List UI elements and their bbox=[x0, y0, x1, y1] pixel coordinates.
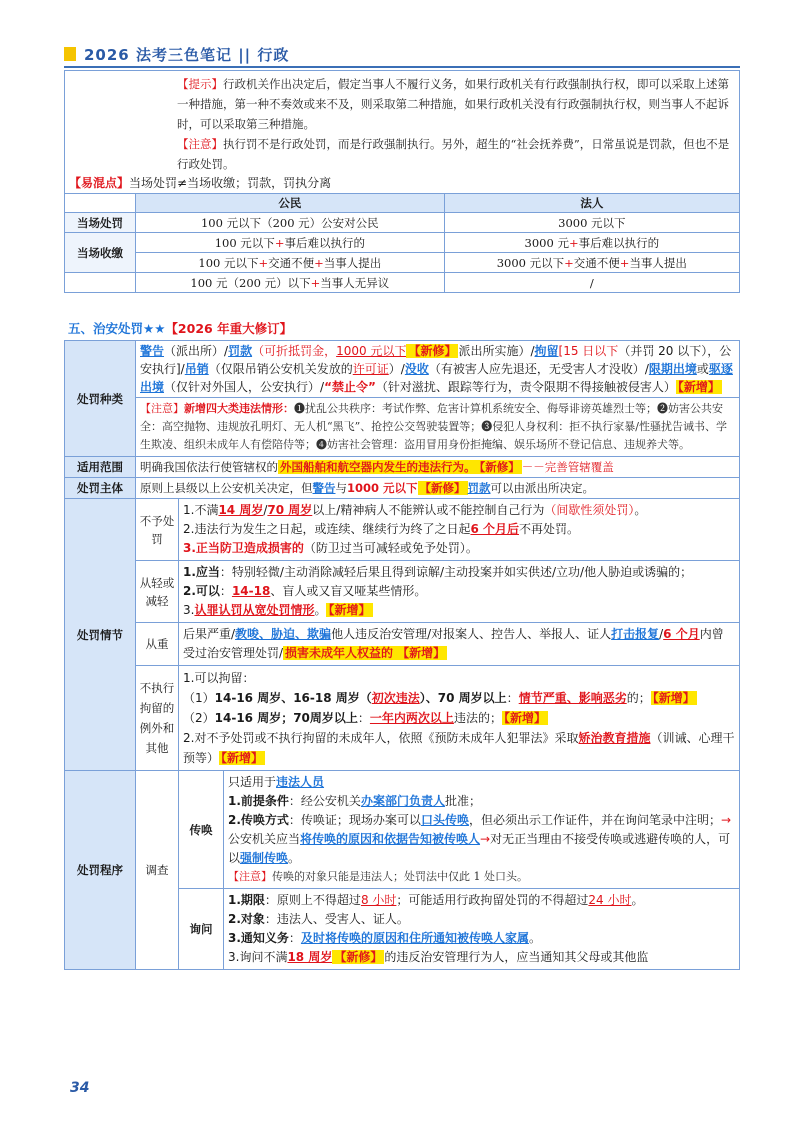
t-seg: －－完善管辖覆盖 bbox=[521, 460, 614, 474]
security-penalty-table bbox=[64, 340, 740, 970]
plus-sign: + bbox=[258, 255, 269, 270]
scope-label: 适用范围 bbox=[65, 457, 136, 478]
no-penalty-cell bbox=[179, 499, 740, 561]
new-rev-badge: 【新修】 bbox=[334, 950, 383, 964]
t-seg: ：特别轻微/主动消除减轻后果且得到谅解/主动投案并如实供述/立功/他人胁迫或诱骗的； bbox=[219, 565, 693, 579]
proc-label: 处罚程序 bbox=[65, 771, 136, 970]
t-seg: ：原则上不得超过 bbox=[264, 893, 361, 907]
cell: 3000 元以下 bbox=[444, 213, 739, 233]
t-seg: 1.期限 bbox=[228, 893, 265, 907]
subject-cell bbox=[136, 478, 740, 499]
t-seg: 24 小时 bbox=[588, 893, 632, 907]
summon-label: 传唤 bbox=[179, 771, 224, 889]
t-seg: （仅针对外国人，公安执行）/ bbox=[164, 380, 325, 394]
t-seg: （2） bbox=[183, 711, 215, 725]
t-seg: 14 周岁 bbox=[218, 503, 264, 517]
t-warning: 警告 bbox=[140, 344, 165, 358]
cell-text: 当事人提出 bbox=[323, 255, 382, 270]
t-seg: 打击报复 bbox=[611, 627, 660, 641]
t-seg: 3.询问不满 bbox=[228, 950, 288, 964]
new-rev-badge: 【新修】 bbox=[479, 460, 520, 474]
t-seg: ：传唤证；现场办案可以 bbox=[288, 813, 421, 827]
t-seg: （派出所）/ bbox=[164, 344, 229, 358]
arrow-icon: → bbox=[720, 813, 732, 827]
tip-text: 行政机关作出决定后，假定当事人不履行义务，如果行政机关有行政强制执行权，即可以采取上述第一种措施，第一种不奏效或来不及，则采取第二种措施，如果行政机关没有行政强制执行权，则当事人不起诉时，可以采取第三种措施。 bbox=[177, 77, 729, 131]
t-seg: ：违法人、受害人、证人。 bbox=[264, 912, 409, 926]
t-seg: 的违反治安管理行为人，应当通知其父母或其他监 bbox=[384, 950, 649, 964]
t-seg: ： bbox=[357, 711, 370, 725]
t-seg: ： bbox=[219, 584, 232, 598]
note-lead: 新增四大类违法情形： bbox=[184, 402, 294, 415]
cell-text: 事后难以执行的 bbox=[284, 235, 365, 250]
no2 bbox=[183, 520, 735, 539]
t-seg: 8 小时 bbox=[360, 893, 397, 907]
t-seg: （间歇性须处罚） bbox=[544, 503, 635, 517]
heavier-label: 从重 bbox=[136, 623, 179, 666]
note-text: 执行罚不是行政处罚，而是行政强制执行。另外，超生的“社会抚养费”，日常虽说是罚款，但也不是行政处罚。 bbox=[177, 137, 730, 171]
cell-text: 3000 元 bbox=[524, 235, 569, 250]
t-seg: 的； bbox=[626, 691, 651, 705]
e0: 1.可以拘留： bbox=[183, 671, 255, 685]
t-seg: 矫治教育措施 bbox=[578, 731, 651, 745]
t-seg: 派出所实施）/ bbox=[458, 344, 535, 358]
header-title: 2026 法考三色笔记 || 行政 bbox=[84, 46, 290, 64]
t-fine: 罚款 bbox=[228, 344, 253, 358]
t-seg: [15 日以下 bbox=[558, 344, 619, 358]
cell-text: 3000 元以下 bbox=[496, 255, 565, 270]
cell-text: 事后难以执行的 bbox=[578, 235, 660, 250]
cell-text: 100 元以下 bbox=[198, 255, 259, 270]
l3 bbox=[183, 601, 735, 620]
cell-text: 当事人提出 bbox=[629, 255, 687, 270]
tip-box bbox=[64, 70, 740, 174]
t-exit-deadline: 限期出境 bbox=[648, 362, 697, 376]
new-add-badge: 【新增】 bbox=[221, 751, 264, 765]
t-seg: 违法人员 bbox=[276, 775, 325, 789]
q4 bbox=[228, 948, 735, 967]
section5-title-text: 五、治安处罚★★ bbox=[68, 321, 166, 336]
t-seg: 只适用于 bbox=[228, 775, 277, 789]
plus-sign: + bbox=[619, 255, 630, 270]
types-text bbox=[136, 341, 739, 397]
col-citizen: 公民 bbox=[136, 194, 445, 213]
t-seg: 许可证 bbox=[352, 362, 389, 376]
note-paragraph bbox=[177, 134, 731, 174]
t-seg: 对无正当理由不接受传唤或逃避传唤的人，可以 bbox=[228, 832, 731, 865]
t-seg: （可折抵罚金， bbox=[252, 344, 337, 358]
note-tag: 【注意】 bbox=[140, 402, 184, 415]
t-seg: 、盲人或又盲又哑某些情形。 bbox=[270, 584, 427, 598]
t-seg: ）/ bbox=[388, 362, 405, 376]
t-seg: 2.对象 bbox=[228, 912, 265, 926]
new-add-badge: 【新增】 bbox=[503, 711, 546, 725]
easy-confuse-line bbox=[64, 174, 740, 193]
plus-sign: + bbox=[310, 275, 321, 290]
t-seg: 可以由派出所决定。 bbox=[490, 481, 595, 495]
cell: / bbox=[444, 273, 739, 293]
exception-label: 不执行拘留的例外和其他 bbox=[136, 666, 179, 771]
col-legal: 法人 bbox=[444, 194, 739, 213]
t-seg: 14-16 周岁、16-18 周岁（ bbox=[214, 691, 372, 705]
arrow-icon: → bbox=[480, 832, 491, 846]
t-seg: 3.通知义务 bbox=[228, 931, 289, 945]
cell-text: 交通不便 bbox=[268, 255, 315, 270]
page-number: 34 bbox=[70, 1080, 90, 1096]
t-seg: 后果严重/ bbox=[183, 627, 236, 641]
t-seg: 2.对不予处罚或不执行拘留的未成年人，依照《预防未成年人犯罪法》采取 bbox=[183, 731, 579, 745]
new-add-badge: 【新增】 bbox=[328, 603, 371, 617]
note-tag: 【注意】 bbox=[177, 137, 223, 151]
t-seg: 批准； bbox=[444, 794, 481, 808]
e3 bbox=[183, 728, 735, 768]
tip-paragraph bbox=[177, 74, 731, 134]
t-seg: 18 周岁 bbox=[287, 950, 333, 964]
t-seg: 。 bbox=[314, 603, 327, 617]
t-seg: 他人违反治安管理/对报案人、控告人、举报人、证人 bbox=[331, 627, 612, 641]
types-cell bbox=[136, 341, 740, 457]
t-seg: 警告 bbox=[312, 481, 336, 495]
scope-cell bbox=[136, 457, 740, 478]
t-seg: 。 bbox=[634, 503, 647, 517]
t-seg: 或 bbox=[696, 362, 709, 376]
t-seg: 1.不满 bbox=[183, 503, 219, 517]
t-seg: 明确我国依法行使管辖权的 bbox=[140, 460, 278, 474]
subject-label: 处罚主体 bbox=[65, 478, 136, 499]
t-seg: 原则上县级以上公安机关决定，但 bbox=[140, 481, 313, 495]
l2 bbox=[183, 582, 735, 601]
no1 bbox=[183, 501, 735, 520]
cell bbox=[444, 233, 739, 253]
lighter-label: 从轻或减轻 bbox=[136, 561, 179, 623]
no3 bbox=[183, 539, 735, 558]
new-rev-badge: 【新修】 bbox=[419, 481, 466, 495]
t-seg: 3.正当防卫造成损害的 bbox=[183, 541, 304, 555]
q2 bbox=[228, 910, 735, 929]
l1 bbox=[183, 563, 735, 582]
t-seg: 公安机关应当 bbox=[228, 832, 301, 846]
section-enforcement bbox=[64, 70, 740, 293]
t-seg: 2.可以 bbox=[183, 584, 220, 598]
t-seg: / bbox=[659, 627, 664, 641]
t-seg: （防卫过当可减轻或免予处罚）。 bbox=[303, 541, 478, 555]
t-seg: （仅限吊销公安机关发放的 bbox=[208, 362, 353, 376]
t-seg: 损害未成年人权益的 bbox=[285, 646, 394, 660]
t-seg: 口头传唤 bbox=[420, 813, 469, 827]
t-seg: 。 bbox=[528, 931, 541, 945]
note-body: ❶扰乱公共秩序：考试作弊、危害计算机系统安全、侮辱诽谤英雄烈士等；❷妨害公共安全：高空抛物、违规放孔明灯、无人机“黑飞”、抢控公交驾驶装置等；❸侵犯人身权利：拒不执行家暴/性骚扰告诫书、学生欺凌、组织未成年人有偿陪侍等；❹妨害社会管理：盗用冒用身份拒掩编、娱乐场所不登记信息、违规养犬等。 bbox=[140, 402, 727, 451]
onsite-penalty-table bbox=[64, 193, 740, 293]
t-seg: ，但必须出示工作证件，并在询问笔录中注明； bbox=[468, 813, 721, 827]
plus-sign: + bbox=[274, 235, 285, 250]
t-deport: 驱逐出境 bbox=[140, 362, 733, 394]
new-add-badge: 【新增】 bbox=[652, 691, 695, 705]
t-confiscate: 没收 bbox=[404, 362, 429, 376]
summon-cell bbox=[224, 771, 740, 889]
page-header bbox=[64, 44, 740, 68]
cell-text: 当事人无异议 bbox=[320, 275, 390, 290]
s2 bbox=[228, 811, 735, 868]
circ-label: 处罚情节 bbox=[65, 499, 136, 771]
t-seg: ；可能适用行政拘留处罚的不得超过 bbox=[396, 893, 589, 907]
inquiry-label: 询问 bbox=[179, 889, 224, 970]
t-seg: 将传唤的原因和依据告知被传唤人 bbox=[300, 832, 481, 846]
s0 bbox=[228, 773, 735, 792]
t-revoke: 吊销 bbox=[184, 362, 209, 376]
t-seg: 不再处罚。 bbox=[518, 522, 579, 536]
row-onsite-collection: 当场收缴 bbox=[65, 233, 136, 273]
t-seg: 罚款 bbox=[467, 481, 491, 495]
easy-tag: 【易混点】 bbox=[69, 176, 130, 190]
t-seg: 内曾受过治安管理处罚/ bbox=[183, 627, 724, 660]
t-seg: ： bbox=[288, 931, 301, 945]
types-label: 处罚种类 bbox=[65, 341, 136, 457]
t-seg: 2.违法行为发生之日起，或连续、继续行为终了之日起 bbox=[183, 522, 471, 536]
tip-tag: 【提示】 bbox=[177, 77, 223, 91]
no-penalty-label: 不予处罚 bbox=[136, 499, 179, 561]
t-seg: ：经公安机关 bbox=[288, 794, 361, 808]
new-add-badge: 【新增】 bbox=[397, 646, 446, 660]
t-seg: 1000 元以下 bbox=[336, 344, 407, 358]
t-seg: 6 个月后 bbox=[470, 522, 519, 536]
cell bbox=[136, 253, 445, 273]
t-seg: （1） bbox=[183, 691, 215, 705]
section5-title-red: 【2026 年重大修订】 bbox=[165, 321, 293, 336]
types-note bbox=[136, 397, 739, 456]
inquiry-cell bbox=[224, 889, 740, 970]
t-seg: 教唆、胁迫、欺骗 bbox=[235, 627, 332, 641]
section5-title bbox=[68, 319, 292, 337]
t-seg: 6 个月 bbox=[663, 627, 700, 641]
t-seg: （并罚 20 以下），公安执行]/ bbox=[140, 344, 732, 376]
cell-text: 交通不便 bbox=[573, 255, 620, 270]
plus-sign: + bbox=[568, 235, 579, 250]
t-seg: 办案部门负责人 bbox=[360, 794, 445, 808]
t-seg: 3. bbox=[183, 603, 195, 617]
t-seg: / bbox=[263, 503, 268, 517]
t-seg: 1.应当 bbox=[183, 565, 220, 579]
s1 bbox=[228, 792, 735, 811]
t-seg: 。 bbox=[288, 851, 301, 865]
t-seg: 2.传唤方式 bbox=[228, 813, 289, 827]
cell bbox=[136, 233, 445, 253]
cell-text: 100 元以下 bbox=[214, 235, 275, 250]
t-seg: 初次违法 bbox=[371, 691, 420, 705]
t-seg: 14-18 bbox=[231, 584, 271, 598]
t-seg: 14-16 周岁；70周岁以上 bbox=[214, 711, 358, 725]
new-rev-badge: 【新修】 bbox=[408, 344, 457, 358]
header-accent-bar bbox=[64, 47, 76, 61]
t-seg: ： bbox=[506, 691, 519, 705]
t-seg: 与 bbox=[335, 481, 347, 495]
t-seg: 。 bbox=[631, 893, 644, 907]
t-seg: 情节严重、影响恶劣 bbox=[518, 691, 627, 705]
t-seg: （有被害人应先退还，无受害人才没收）/ bbox=[428, 362, 649, 376]
table1-corner bbox=[65, 194, 136, 213]
t-seg: （针对滋扰、跟踪等行为，责令限期不得接触被侵害人） bbox=[375, 380, 676, 394]
plus-sign: + bbox=[564, 255, 574, 270]
new-add-badge: 【新增】 bbox=[677, 380, 720, 394]
t-seg: 一年内两次以上 bbox=[369, 711, 454, 725]
row-onsite-penalty: 当场处罚 bbox=[65, 213, 136, 233]
exception-cell bbox=[179, 666, 740, 771]
t-seg: 70 周岁 bbox=[267, 503, 313, 517]
lighter-cell bbox=[179, 561, 740, 623]
t-seg: ）、70 周岁以上 bbox=[419, 691, 507, 705]
cell-text: 100 元（200 元）以下 bbox=[190, 275, 311, 290]
heavier-cell bbox=[179, 623, 740, 666]
plus-sign: + bbox=[314, 255, 324, 270]
q3 bbox=[228, 929, 735, 948]
t-seg: 违法的； bbox=[453, 711, 502, 725]
cell-empty bbox=[65, 273, 136, 293]
t-detention: 拘留 bbox=[534, 344, 559, 358]
t-injunction: “禁止令” bbox=[324, 380, 376, 394]
t-seg: 1.前提条件 bbox=[228, 794, 289, 808]
cell: 100 元以下（200 元）公安对公民 bbox=[136, 213, 445, 233]
t-seg: 以上/精神病人不能辨认或不能控制自己行为 bbox=[312, 503, 545, 517]
s3 bbox=[228, 868, 735, 886]
scope-highlight: 外国船舶和航空器内发生的违法行为。 bbox=[280, 460, 476, 474]
t-seg: 强制传唤 bbox=[240, 851, 289, 865]
investigation-label: 调查 bbox=[136, 771, 179, 970]
e2 bbox=[183, 708, 735, 728]
cell bbox=[444, 253, 739, 273]
t-seg: 1000 元以下 bbox=[347, 481, 418, 495]
t-seg: （训诫、心理干预等） bbox=[183, 731, 735, 765]
easy-text: 当场处罚≠当场收缴；罚款，罚执分离 bbox=[129, 176, 332, 190]
note-tag: 【注意】 bbox=[228, 870, 272, 883]
t-seg: 传唤的对象只能是违法人；处罚法中仅此 1 处口头。 bbox=[272, 870, 528, 883]
t-seg: 认罪认罚从宽处罚情形 bbox=[194, 603, 315, 617]
e1 bbox=[183, 688, 735, 708]
cell bbox=[136, 273, 445, 293]
q1 bbox=[228, 891, 735, 910]
t-seg: 及时将传唤的原因和住所通知被传唤人家属 bbox=[300, 931, 529, 945]
